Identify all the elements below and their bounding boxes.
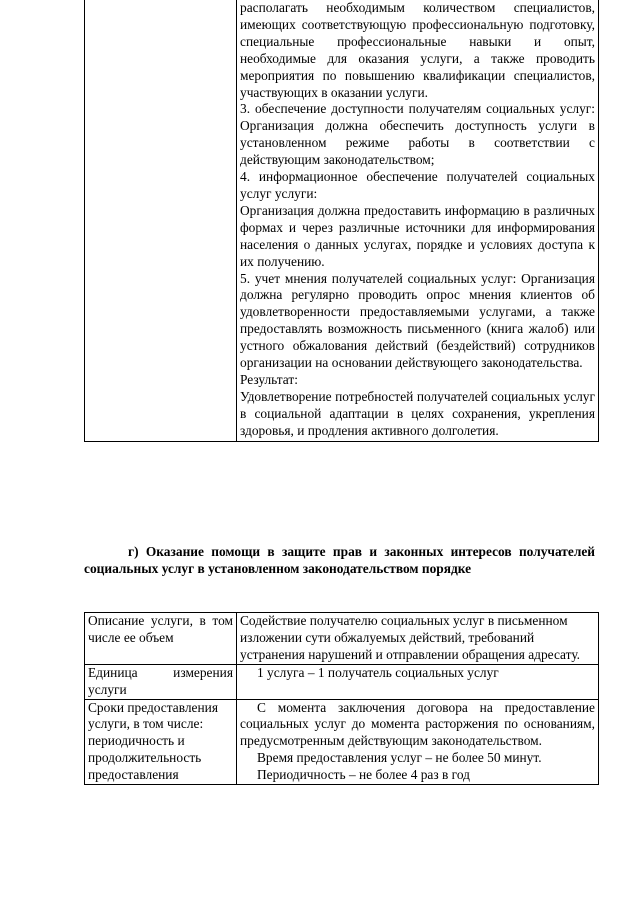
paragraph: 4. информационное обеспечение получателей социальных услуг услуги: (240, 169, 595, 201)
table-row (85, 613, 599, 665)
row-value (237, 613, 599, 665)
paragraph: Содействие получателю социальных услуг в письменном изложении сути обжалуемых действий, требований устранения нарушений и отправлении обращения адресату. (240, 613, 581, 662)
paragraph: располагать необходимым количеством специалистов, имеющих соответствующую профессиональную подготовку, специальные профессиональные навыки и опыт, необходимые для оказания услуги, а также проводить мероприятия по повышению квалификации специалистов, участвующих в оказании услуги. (240, 0, 595, 100)
paragraph: Время предоставления услуг – не более 50 минут. (257, 750, 542, 766)
paragraph: 3. обеспечение доступности получателям социальных услуг: Организация должна обеспечить доступность услуги в установленном режиме работы в соответствии с действующим законодательством; (240, 101, 595, 168)
table-row (85, 664, 599, 699)
paragraph: Результат: (240, 371, 298, 387)
content-cell (237, 0, 599, 441)
paragraph: 5. учет мнения получателей социальных услуг: Организация должна регулярно проводить опрос мнения клиентов об удовлетворенности предоставляемыми услугами, а также предоставлять возможность письменного (книга жалоб) или устного обжалования действий (бездействий) сотрудников организации на основании действующего законодательства. (240, 270, 595, 371)
continued-service-table (84, 0, 599, 442)
paragraph: Организация должна предоставить информацию в различных формах и через различные источники для информирования населения о данных услугах, порядке и условиях доступа к их получению. (240, 202, 595, 269)
service-table (84, 612, 599, 785)
row-label: Описание услуги, в том числе ее объем (85, 613, 237, 665)
paragraph: Удовлетворение потребностей получателей социальных услуг в социальной адаптации в целях сохранения, укрепления здоровья, и продления активного долголетия. (240, 388, 595, 438)
table-row (85, 699, 599, 785)
paragraph: С момента заключения договора на предоставление социальных услуг до момента расторжения по основаниям, предусмотренным действующим законодательством. (240, 699, 595, 749)
paragraph: 1 услуга – 1 получатель социальных услуг (257, 664, 499, 680)
row-label: Единица измерения услуги (85, 664, 237, 699)
label-cell-empty (85, 0, 237, 441)
table-row (85, 0, 599, 441)
paragraph: Периодичность – не более 4 раз в год (257, 767, 470, 783)
section-heading: г) Оказание помощи в защите прав и законных интересов получателей социальных услуг в установленном законодательством порядке (84, 544, 595, 576)
row-value (237, 664, 599, 699)
row-label: Сроки предоставления услуги, в том числе: периодичность и продолжительность предоставления (85, 699, 237, 785)
row-value (237, 699, 599, 785)
